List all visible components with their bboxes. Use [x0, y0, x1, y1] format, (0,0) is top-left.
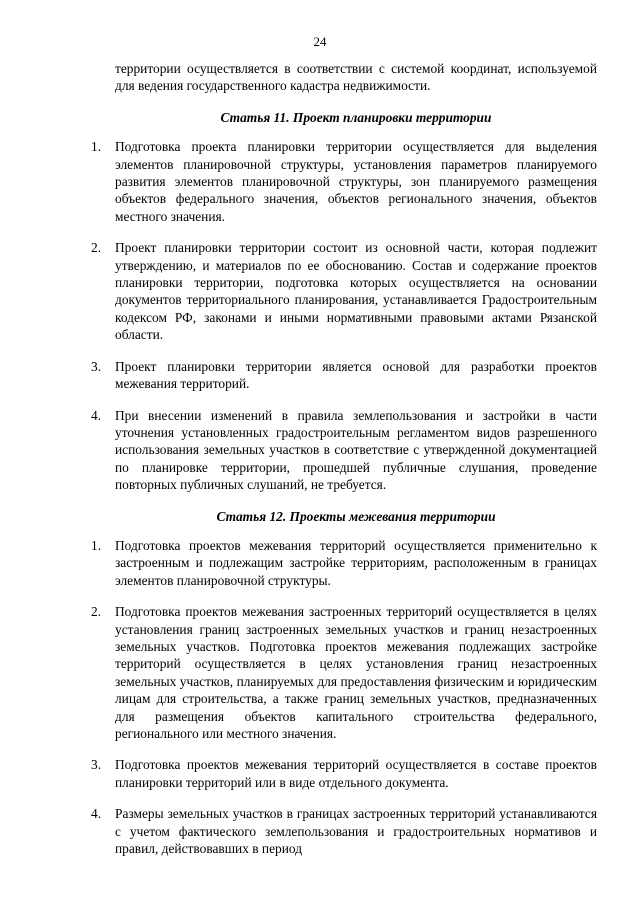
list-item-number: 1. — [91, 139, 102, 155]
list-item-number: 4. — [91, 407, 102, 423]
list-item — [91, 239, 597, 343]
list-item — [91, 138, 597, 225]
list-item — [91, 603, 597, 742]
list-item-text: Размеры земельных участков в границах застроенных территорий устанавливаются с учетом фактического землепользования и градостроительных нормативов и правил, действовавших в период — [115, 806, 597, 857]
list-item-text: Подготовка проектов межевания территорий осуществляется применительно к застроенным и подлежащим застройке территориям, расположенным в границах элементов планировочной структуры. — [115, 537, 597, 588]
article-12-heading: Статья 12. Проекты межевания территории — [216, 508, 496, 524]
list-item-text: Подготовка проектов межевания территорий осуществляется в составе проектов планировки территорий или в виде отдельного документа. — [115, 757, 597, 790]
intro-paragraph: территории осуществляется в соответствии с системой координат, используемой для ведения государственного кадастра недвижимости. — [115, 61, 597, 94]
list-item — [91, 805, 597, 857]
list-item-text: Проект планировки территории является основой для разработки проектов межевания территорий. — [115, 358, 597, 392]
list-item-number: 1. — [91, 537, 102, 553]
list-item-text: Подготовка проекта планировки территории осуществляется для выделения элементов планировочной структуры, установления параметров планируемого развития элементов планировочной структуры, зон планируемого размещения объектов федерального значения, объектов регионального значения, объектов местного значения. — [115, 139, 597, 224]
list-item-number: 2. — [91, 240, 102, 256]
list-item-number: 3. — [91, 358, 102, 374]
list-item — [91, 537, 597, 589]
page-number: 24 — [313, 34, 327, 49]
list-item — [91, 756, 597, 791]
article-11-heading: Статья 11. Проект планировки территории — [220, 109, 492, 125]
list-item-number: 3. — [91, 757, 102, 773]
list-item-number: 2. — [91, 604, 102, 620]
list-item-text: При внесении изменений в правила землепользования и застройки в части уточнения установленных градостроительным регламентом видов разрешенного использования земельных участков в соответствие с утвержденной документацией по планировке территории, прошедшей публичные слушания, проведение повторных публичных слушаний, не требуется. — [115, 407, 597, 493]
list-item-text: Подготовка проектов межевания застроенных территорий осуществляется в целях установления границ застроенных земельных участков и границ незастроенных земельных участков. Подготовка проектов межевания подлежащих застройке территорий осуществляется в целях установления границ незастроенных земельных участков, планируемых для предоставления физическим и юридическим лицам для строительства, а также границ земельных участков, предназначенных для размещения объектов капитального строительства федерального, регионального или местного значения. — [115, 604, 597, 741]
article-12-section — [91, 508, 597, 858]
article-11-section — [91, 109, 597, 494]
list-item-text: Проект планировки территории состоит из основной части, которая подлежит утверждению, и материалов по ее обоснованию. Состав и содержание проектов планировки территории, подготовка которых осуществляется на основании документов территориального планирования, устанавливается Градостроительным кодексом РФ, законами и иными нормативными правовыми актами Рязанской области. — [115, 240, 597, 343]
list-item — [91, 358, 597, 393]
list-item — [91, 407, 597, 494]
list-item-number: 4. — [91, 806, 102, 822]
document-page — [91, 60, 597, 871]
